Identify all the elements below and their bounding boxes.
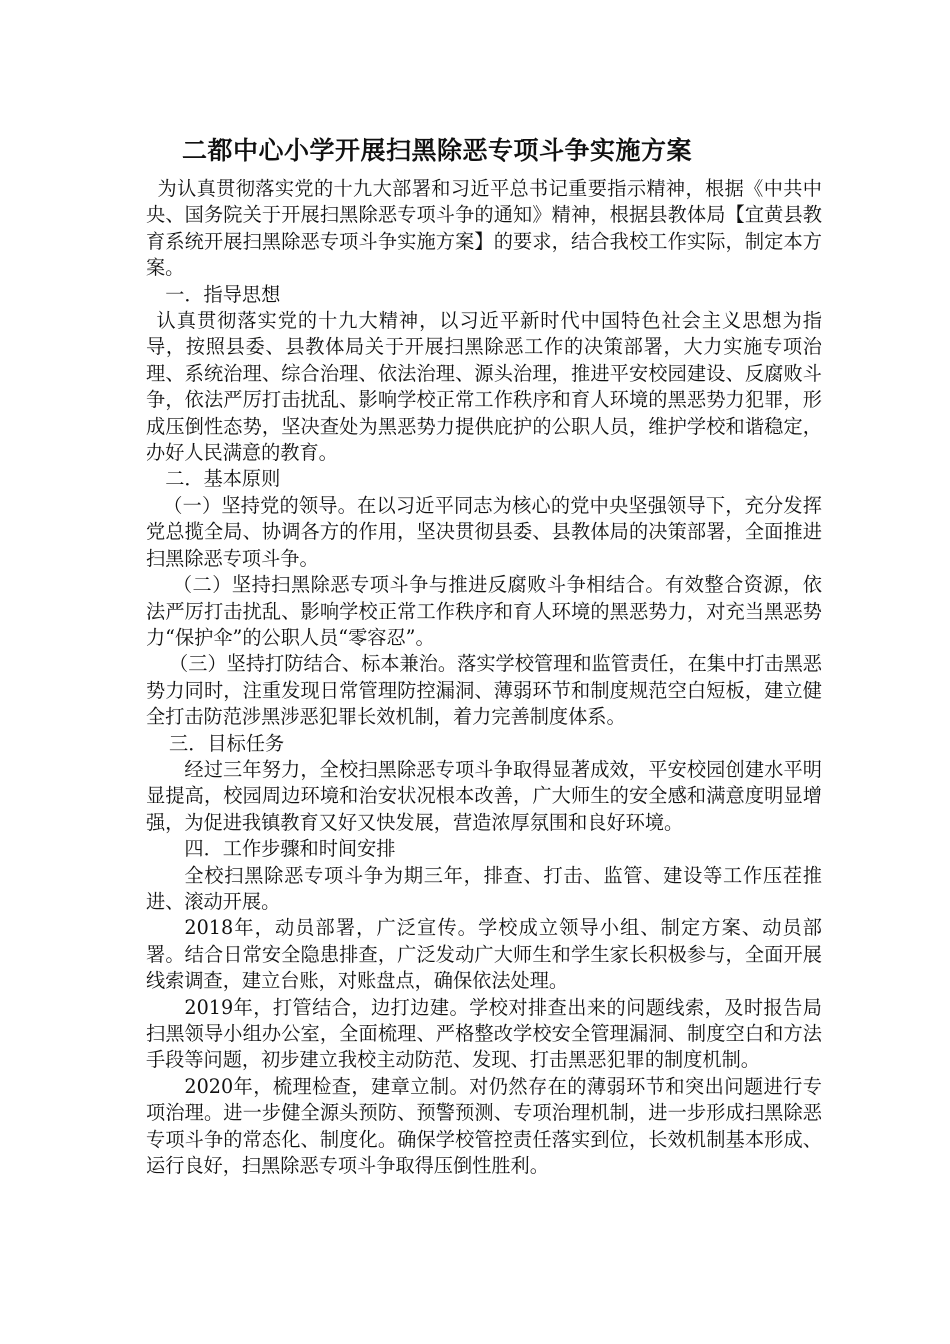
schedule-paragraph-overview: 全校扫黑除恶专项斗争为期三年，排查、打击、监管、建设等工作压茬推进、滚动开展。: [146, 863, 822, 913]
document-page: [146, 132, 822, 1179]
intro-paragraph: 为认真贯彻落实党的十九大部署和习近平总书记重要指示精神，根据《中共中央、国务院关于开展扫黑除恶专项斗争的通知》精神，根据县教体局【宜黄县教育系统开展扫黑除恶专项斗争实施方案】的要求，结合我校工作实际，制定本方案。: [146, 177, 822, 280]
guiding-thought-paragraph: 认真贯彻落实党的十九大精神，以习近平新时代中国特色社会主义思想为指导，按照县委、县教体局关于开展扫黑除恶工作的决策部署，大力实施专项治理、系统治理、综合治理、依法治理、源头治理，推进平安校园建设、反腐败斗争，依法严厉打击扰乱、影响学校正常工作秩序和育人环境的黑恶势力犯罪，形成压倒性态势，坚决查处为黑恶势力提供庇护的公职人员，维护学校和谐稳定，办好人民满意的教育。: [146, 309, 822, 465]
goals-paragraph: 经过三年努力，全校扫黑除恶专项斗争取得显著成效，平安校园创建水平明显提高，校园周边环境和治安状况根本改善，广大师生的安全感和满意度明显增强，为促进我镇教育又好又快发展，营造浓厚氛围和良好环境。: [146, 757, 822, 834]
section-heading-basic-principles: 二．基本原则: [165, 467, 281, 491]
section-heading-guiding-thought: 一．指导思想: [165, 282, 281, 306]
principle-paragraph-1: （一）坚持党的领导。在以习近平同志为核心的党中央坚强领导下，充分发挥党总揽全局、协调各方的作用，坚决贯彻县委、县教体局的决策部署，全面推进扫黑除恶专项斗争。: [146, 493, 822, 570]
section-heading-goals: 三．目标任务: [169, 731, 285, 755]
principle-paragraph-3: （三）坚持打防结合、标本兼治。落实学校管理和监管责任，在集中打击黑恶势力同时，注重发现日常管理防控漏洞、薄弱环节和制度规范空白短板，建立健全打击防范涉黑涉恶犯罪长效机制，着力完善制度体系。: [146, 652, 822, 729]
schedule-paragraph-2020: 2020年，梳理检查，建章立制。对仍然存在的薄弱环节和突出问题进行专项治理。进一步健全源头预防、预警预测、专项治理机制，进一步形成扫黑除恶专项斗争的常态化、制度化。确保学校管控责任落实到位，长效机制基本形成、运行良好，扫黑除恶专项斗争取得压倒性胜利。: [146, 1074, 822, 1178]
document-title: 二都中心小学开展扫黑除恶专项斗争实施方案: [182, 136, 693, 165]
schedule-paragraph-2018: 2018年，动员部署，广泛宣传。学校成立领导小组、制定方案、动员部署。结合日常安全隐患排查，广泛发动广大师生和学生家长积极参与，全面开展线索调查，建立台账，对账盘点，确保依法处理。: [146, 916, 822, 993]
schedule-paragraph-2019: 2019年，打管结合，边打边建。学校对排查出来的问题线索，及时报告局扫黑领导小组办公室，全面梳理、严格整改学校安全管理漏洞、制度空白和方法手段等问题，初步建立我校主动防范、发现、打击黑恶犯罪的制度机制。: [146, 995, 822, 1072]
section-heading-schedule: 四．工作步骤和时间安排: [184, 837, 396, 861]
principle-paragraph-2: （二）坚持扫黑除恶专项斗争与推进反腐败斗争相结合。有效整合资源，依法严厉打击扰乱、影响学校正常工作秩序和育人环境的黑恶势力，对充当黑恶势力“保护伞”的公职人员“零容忍”。: [146, 573, 822, 649]
